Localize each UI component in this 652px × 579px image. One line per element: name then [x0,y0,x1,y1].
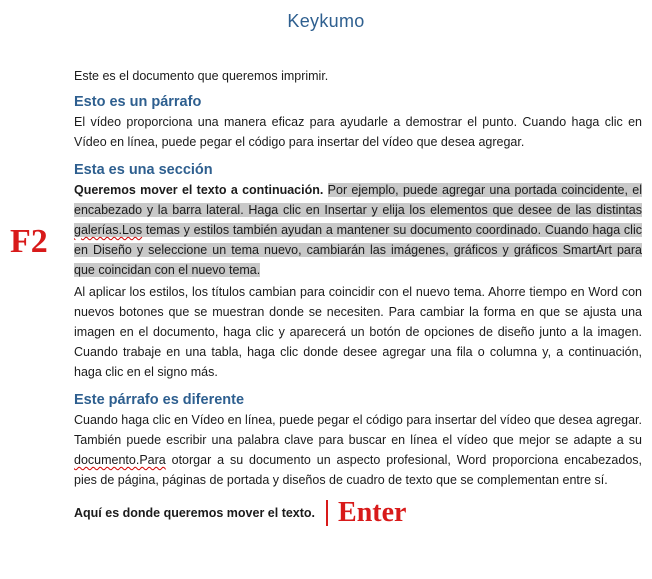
enter-key-annotation: Enter [338,497,407,528]
page-title: Keykumo [287,11,365,31]
target-line-text: Aquí es donde queremos mover el texto. [74,506,316,520]
lead-bold-text: Queremos mover el texto a continuación. [74,183,324,197]
f2-key-annotation: F2 [10,223,48,260]
paragraph-parrafo: El vídeo proporciona una manera eficaz para ayudarle a demostrar el punto. Cuando haga clic en Vídeo en línea, puede pegar el código para insertar del vídeo que desea agregar. [74,115,642,149]
document-body[interactable] [74,66,642,528]
paragraph-diferente-part2: otorgar a su documento un aspecto profesional, Word proporciona encabezados, pies de página, páginas de portada y diseños de cuadro de texto que se complementan entre sí. [74,453,642,487]
paragraph-seccion [74,180,642,280]
intro-paragraph: Este es el documento que queremos imprimir. [74,69,329,83]
paragraph-diferente [74,410,642,490]
spellcheck-word-galerias[interactable]: galerías.Los [74,223,143,237]
heading-seccion: Esta es una sección [74,162,213,178]
text-cursor [326,500,328,526]
selected-text-part1: Por ejemplo, puede agregar una portada coincidente, el encabezado y la barra lateral. Haga clic en Insertar y elija los elementos que desee de las distintas [74,183,642,217]
selected-text[interactable] [74,183,642,277]
spellcheck-word-documento[interactable]: documento.Para [74,453,166,467]
target-line [74,498,642,528]
heading-diferente: Este párrafo es diferente [74,392,245,408]
selected-text-part2: temas y estilos también ayudan a mantener su documento coordinado. Cuando haga clic en Diseño y seleccione un tema nuevo, cambiarán las imágenes, gráficos y gráficos SmartArt para que coincidan con el nuevo tema. [74,223,642,277]
paragraph-estilos: Al aplicar los estilos, los títulos cambian para coincidir con el nuevo tema. Ahorre tiempo en Word con nuevos botones que se muestran donde se necesiten. Para cambiar la forma en que se ajusta una imagen en el documento, haga clic y aparecerá un botón de opciones de diseño junto a la imagen. Cuando trabaje en una tabla, haga clic donde desee agregar una fila o columna y, a continuación, haga clic en el signo más. [74,285,642,379]
paragraph-diferente-part1: Cuando haga clic en Vídeo en línea, puede pegar el código para insertar del vídeo que desea agregar. También puede escribir una palabra clave para buscar en línea el vídeo que mejor se adapte a su [74,413,642,447]
heading-parrafo: Esto es un párrafo [74,94,202,110]
